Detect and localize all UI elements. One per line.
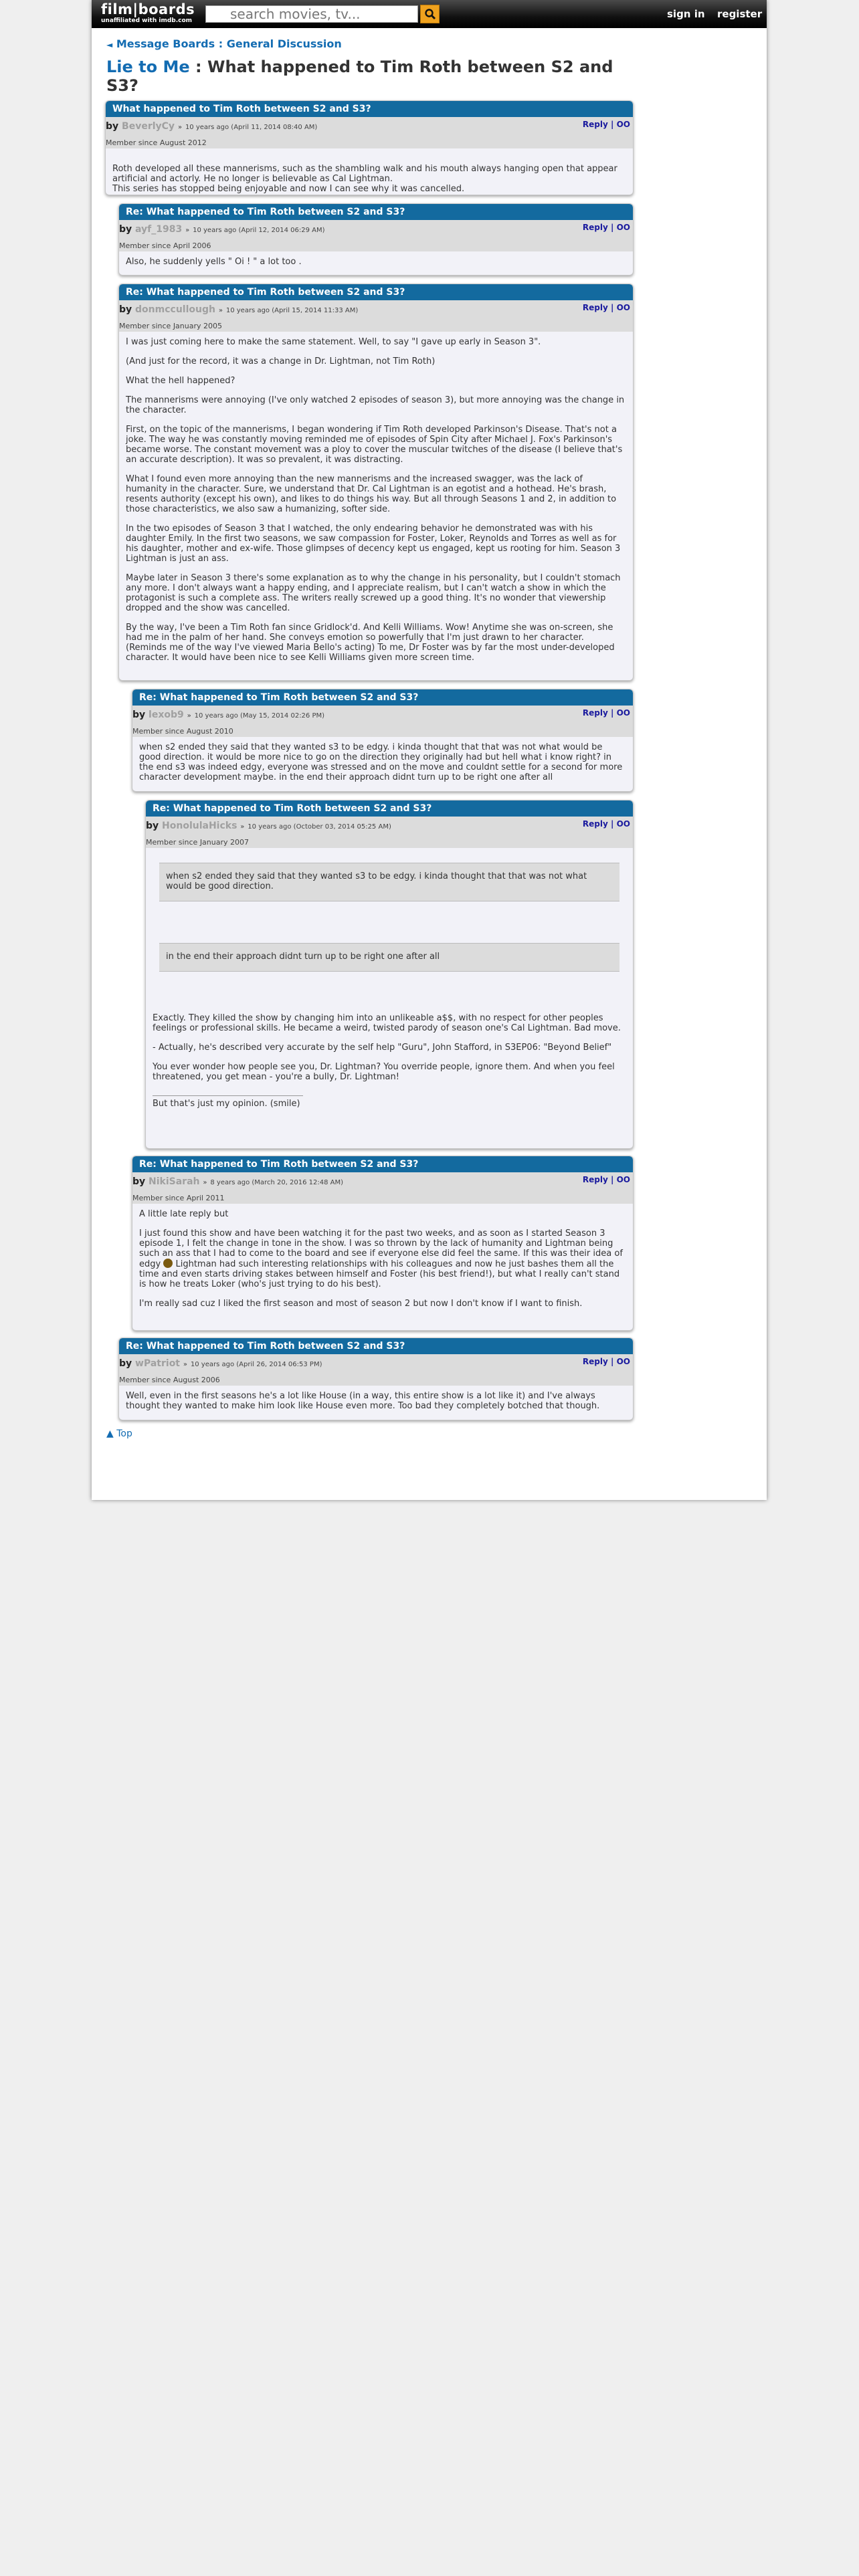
post-paragraph: The mannerisms were annoying (I've only watched 2 episodes of season 3), but more annoying was the change in the character. bbox=[126, 395, 625, 415]
member-since: Member since January 2005 bbox=[119, 322, 223, 330]
post-paragraph: when s2 ended they said that they wanted s3 to be edgy. i kinda thought that that was not what would be good direction. it would be more nice to go on the direction they originally had but hell what i know right? in the end s3 was indeed edgy, everyone was stressed and on the move and couldnt settle for a second for more character development maybe. in the end their approach didnt turn up to be right one after all bbox=[139, 742, 623, 782]
post bbox=[145, 800, 634, 1149]
reply-link[interactable]: Reply bbox=[582, 1175, 608, 1184]
post-arrow: » bbox=[218, 307, 223, 314]
author-link[interactable]: lexob9 bbox=[149, 710, 184, 720]
post-paragraph: Well, even in the first seasons he's a lot like House (in a way, this entire show is a lot like it) and I've always thought they wanted to make him look like House even more. Too bad they completely botched that though. bbox=[126, 1391, 600, 1411]
post bbox=[132, 1156, 634, 1331]
permalink-icon[interactable]: OO bbox=[616, 1175, 630, 1184]
post-actions bbox=[583, 223, 630, 232]
post-meta bbox=[119, 1354, 633, 1386]
quote-text: when s2 ended they said that they wanted s3 to be edgy. i kinda thought that that was not what would be good direction. bbox=[166, 871, 587, 891]
back-arrow-icon: ◄ bbox=[106, 40, 113, 49]
post-paragraph: First, on the topic of the mannerisms, I began wondering if Tim Roth developed Parkinson's Disease. That's not a joke. The way he was constantly moving reminded me of episodes of Spin City after Michael J. Fox's Parkinson's became worse. The constant movement was a ploy to cover the muscular twitches of the disease (I believe that's an accurate description). It was so prevalent, it was distracting. bbox=[126, 425, 623, 465]
permalink-icon[interactable]: OO bbox=[616, 708, 630, 718]
by-label: by bbox=[146, 821, 159, 831]
actions-separator: | bbox=[611, 303, 614, 312]
post-arrow: » bbox=[185, 227, 190, 234]
member-since: Member since August 2010 bbox=[132, 727, 233, 736]
author-link[interactable]: ayf_1983 bbox=[135, 224, 183, 235]
thread-title-text: What happened to Tim Roth between S2 and S3? bbox=[106, 58, 613, 95]
post-byline bbox=[106, 121, 317, 132]
logo-text: film|boards bbox=[101, 1, 195, 17]
by-label: by bbox=[119, 1358, 132, 1369]
reply-link[interactable]: Reply bbox=[582, 1357, 608, 1366]
post-meta bbox=[106, 117, 633, 148]
search-button[interactable] bbox=[420, 5, 440, 23]
by-label: by bbox=[119, 224, 132, 235]
site-logo[interactable] bbox=[101, 1, 195, 24]
actions-separator: | bbox=[611, 1357, 614, 1366]
permalink-icon[interactable]: OO bbox=[616, 1357, 630, 1366]
author-link[interactable]: NikiSarah bbox=[149, 1176, 200, 1187]
thread-title bbox=[106, 58, 615, 95]
post-paragraph: Also, he suddenly yells " Oi ! " a lot too . bbox=[126, 257, 302, 267]
post-time[interactable]: 10 years ago (October 03, 2014 05:25 AM) bbox=[248, 823, 391, 831]
title-separator: : bbox=[195, 58, 202, 76]
post-paragraph bbox=[139, 1228, 626, 1289]
search-icon bbox=[424, 8, 436, 20]
permalink-icon[interactable]: OO bbox=[616, 303, 630, 312]
breadcrumb-general-discussion[interactable]: General Discussion bbox=[226, 37, 342, 50]
post-meta bbox=[119, 220, 633, 251]
post-actions bbox=[583, 819, 630, 829]
member-since: Member since August 2012 bbox=[106, 138, 207, 147]
reply-link[interactable]: Reply bbox=[582, 120, 608, 129]
post-arrow: » bbox=[187, 712, 191, 720]
actions-separator: | bbox=[611, 120, 614, 129]
by-label: by bbox=[132, 710, 146, 720]
post-body bbox=[132, 1204, 633, 1314]
post-time[interactable]: 10 years ago (April 12, 2014 06:29 AM) bbox=[193, 227, 325, 234]
reply-link[interactable]: Reply bbox=[582, 819, 608, 829]
post-body bbox=[119, 332, 633, 668]
post-body bbox=[106, 148, 633, 195]
author-link[interactable]: HonolulaHicks bbox=[162, 821, 237, 831]
post-body bbox=[119, 251, 633, 272]
paragraph-part: I just found this show and have been watching it for the past two weeks, and as soon as I started Season 3 episode 1, I felt the change in tone in the show. I was so thrown by the lack of humanity and Lightman being such an ass that I had to come to the board and see if everyone else did feel the same. If this was their idea of edgy bbox=[139, 1228, 623, 1269]
post-actions bbox=[583, 120, 630, 129]
post bbox=[118, 203, 634, 276]
post-paragraph: - Actually, he's described very accurate by the self help "Guru", John Stafford, in S3EP06: "Beyond Belief" bbox=[153, 1043, 612, 1053]
post-heading: Re: What happened to Tim Roth between S2 and S3? bbox=[119, 284, 633, 300]
post-byline bbox=[119, 304, 358, 315]
post-paragraph: You ever wonder how people see you, Dr. Lightman? You override people, ignore them. And when you feel threatened, you get mean - you're a bully, Dr. Lightman! bbox=[153, 1062, 615, 1082]
post-byline bbox=[119, 1358, 322, 1369]
top-bar bbox=[92, 0, 767, 28]
post-paragraph: I was just coming here to make the same statement. Well, to say "I gave up early in Season 3". bbox=[126, 337, 541, 347]
post-byline bbox=[132, 1176, 343, 1187]
post bbox=[118, 284, 634, 681]
actions-separator: | bbox=[611, 223, 614, 232]
post-heading: Re: What happened to Tim Roth between S2 and S3? bbox=[132, 689, 633, 706]
back-to-top-link[interactable]: ▲ Top bbox=[106, 1428, 132, 1439]
reply-link[interactable]: Reply bbox=[582, 223, 608, 232]
sign-in-link[interactable]: sign in bbox=[667, 8, 705, 20]
logo-subtext: unaffiliated with imdb.com bbox=[101, 17, 193, 24]
post-paragraph: What the hell happened? bbox=[126, 376, 235, 386]
member-since: Member since April 2006 bbox=[119, 241, 211, 250]
post-time[interactable]: 8 years ago (March 20, 2016 12:48 AM) bbox=[210, 1179, 344, 1186]
post-byline bbox=[119, 224, 325, 235]
by-label: by bbox=[106, 121, 119, 132]
actions-separator: | bbox=[611, 819, 614, 829]
member-since: Member since August 2006 bbox=[119, 1376, 220, 1384]
author-link[interactable]: wPatriot bbox=[135, 1358, 181, 1369]
breadcrumb-message-boards[interactable]: Message Boards bbox=[116, 37, 215, 50]
post-time[interactable]: 10 years ago (April 15, 2014 11:33 AM) bbox=[225, 307, 359, 314]
emoticon-icon bbox=[163, 1259, 173, 1268]
reply-link[interactable]: Reply bbox=[582, 708, 608, 718]
post-actions bbox=[583, 708, 630, 718]
page bbox=[92, 0, 767, 1500]
signature: But that's just my opinion. (smile) bbox=[153, 1095, 303, 1109]
post-heading: Re: What happened to Tim Roth between S2 and S3? bbox=[146, 800, 633, 817]
permalink-icon[interactable]: OO bbox=[616, 120, 630, 129]
show-link[interactable]: Lie to Me bbox=[106, 58, 190, 76]
post-body bbox=[119, 1386, 633, 1416]
post-meta bbox=[132, 706, 633, 737]
post-actions bbox=[583, 1357, 630, 1366]
post-paragraph: I'm really sad cuz I liked the first season and most of season 2 but now I don't know if I want to finish. bbox=[139, 1299, 583, 1309]
reply-link[interactable]: Reply bbox=[582, 303, 608, 312]
breadcrumb bbox=[106, 37, 342, 50]
post-heading: What happened to Tim Roth between S2 and S3? bbox=[106, 101, 633, 117]
by-label: by bbox=[132, 1176, 146, 1187]
post-meta bbox=[146, 817, 633, 848]
member-since: Member since January 2007 bbox=[146, 838, 250, 847]
post bbox=[132, 689, 634, 792]
post-time[interactable]: 10 years ago (May 15, 2014 02:26 PM) bbox=[194, 712, 325, 720]
post-actions bbox=[583, 303, 630, 312]
post-paragraph: In the two episodes of Season 3 that I watched, the only endearing behavior he demonstrated was with his daughter Emily. In the first two seasons, we saw compassion for Foster, Loker, Reynolds and Torres as well as for his daughter, mother and ex-wife. Those glimpses of decency kept us engaged, kept us rooting for him. Season 3 Lightman is just an ass. bbox=[126, 524, 621, 564]
post-byline bbox=[132, 710, 324, 720]
post bbox=[118, 1337, 634, 1420]
actions-separator: | bbox=[611, 708, 614, 718]
post-paragraph: Exactly. They killed the show by changing him into an unlikeable a$$, with no respect for other peoples feelings or professional skills. He became a weird, twisted parody of season one's Cal Lightman. Bad move. bbox=[153, 1013, 621, 1033]
post-heading: Re: What happened to Tim Roth between S2 and S3? bbox=[132, 1156, 633, 1172]
actions-separator: | bbox=[611, 1175, 614, 1184]
author-link[interactable]: donmccullough bbox=[135, 304, 215, 315]
post-body bbox=[132, 737, 633, 788]
quote-block bbox=[159, 863, 619, 901]
post-body bbox=[146, 848, 633, 1114]
quote-block bbox=[159, 943, 619, 972]
breadcrumb-separator: : bbox=[218, 37, 223, 50]
post-meta bbox=[119, 300, 633, 332]
quote-text: in the end their approach didnt turn up to be right one after all bbox=[166, 952, 440, 962]
permalink-icon[interactable]: OO bbox=[616, 223, 630, 232]
post-meta bbox=[132, 1172, 633, 1204]
post-paragraph: Maybe later in Season 3 there's some explanation as to why the change in his personality, but I couldn't stomach any more. I don't always want a happy ending, and I appreciate realism, but I can't watch a show in which the protagonist is such a complete ass. The writers really screwed up a good thing. It's no wonder that viewership dropped and the show was cancelled. bbox=[126, 573, 621, 613]
post-paragraph: By the way, I've been a Tim Roth fan since Gridlock'd. And Kelli Williams. Wow! Anytime she was on-screen, she had me in the palm of her hand. She conveys emotion so powerfully that I'm just drawn to her character. (Reminds me of the way I've viewed Maria Bello's acting) To me, Dr Foster was by far the most under-developed character. It would have been nice to see Kelli Williams given more screen time. bbox=[126, 623, 615, 663]
post-arrow: » bbox=[183, 1361, 188, 1368]
member-since: Member since April 2011 bbox=[132, 1194, 225, 1202]
post-paragraph: Roth developed all these mannerisms, such as the shambling walk and his mouth always hanging open that appear artificial and actorly. He no longer is believable as Cal Lightman. This series has stopped being enjoyable and now I can see why it was cancelled. bbox=[112, 164, 617, 194]
post-arrow: » bbox=[203, 1179, 207, 1186]
author-link[interactable]: BeverlyCy bbox=[122, 121, 175, 132]
post-arrow: » bbox=[177, 124, 183, 131]
post bbox=[105, 100, 634, 195]
post-paragraph: What I found even more annoying than the new mannerisms and the increased swagger, was the lack of humanity in the character. Sure, we understand that Dr. Cal Lightman is an egotist and a hothead. He's brash, resents authority (except his own), and likes to do things his way. But all through Seasons 1 and 2, in addition to those characteristics, we also saw a humanizing, softer side. bbox=[126, 474, 617, 514]
post-time[interactable]: 10 years ago (April 11, 2014 08:40 AM) bbox=[185, 124, 318, 131]
post-heading: Re: What happened to Tim Roth between S2 and S3? bbox=[119, 204, 633, 220]
by-label: by bbox=[119, 304, 132, 315]
permalink-icon[interactable]: OO bbox=[616, 819, 630, 829]
post-byline bbox=[146, 821, 391, 831]
post-actions bbox=[583, 1175, 630, 1184]
search-input[interactable]: search movies, tv... bbox=[205, 5, 418, 23]
post-heading: Re: What happened to Tim Roth between S2 and S3? bbox=[119, 1338, 633, 1354]
post-paragraph: (And just for the record, it was a change in Dr. Lightman, not Tim Roth) bbox=[126, 356, 436, 366]
post-time[interactable]: 10 years ago (April 26, 2014 06:53 PM) bbox=[190, 1361, 322, 1368]
post-paragraph: A little late reply but bbox=[139, 1209, 229, 1219]
register-link[interactable]: register bbox=[717, 8, 763, 20]
post-arrow: » bbox=[240, 823, 245, 831]
paragraph-part: Lightman had such interesting relationships with his colleagues and now he just bashes them all the time and even starts driving stakes between himself and Foster (his best friend!), but what I really can't stand is how he treats Loker (who's just trying to do his best). bbox=[139, 1259, 620, 1289]
